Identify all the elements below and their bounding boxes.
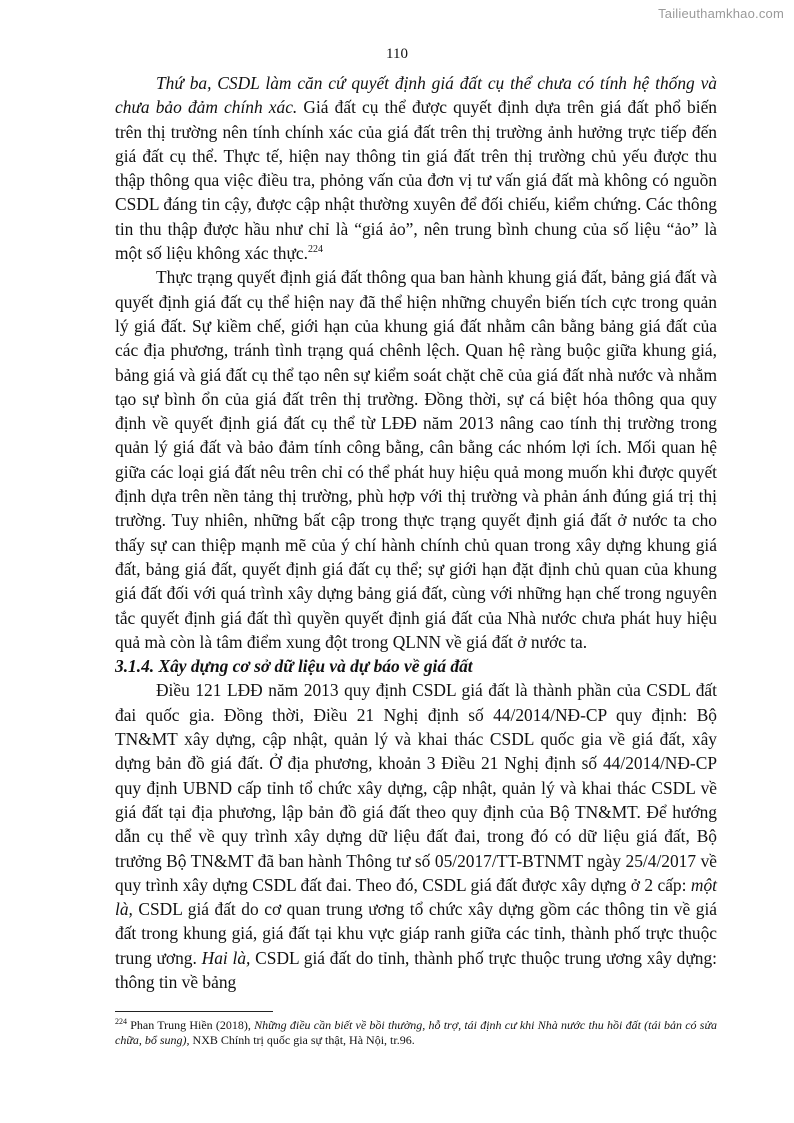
footnote-number: 224 (115, 1017, 127, 1026)
italic-mot-la: một là, (115, 874, 717, 920)
footnote-author: Phan Trung Hiền (2018), (127, 1018, 255, 1032)
paragraph-3 (115, 678, 717, 994)
watermark: Tailieuthamkhao.com (658, 6, 784, 21)
paragraph-3-text-b: CSDL giá đất do cơ quan trung ương tổ chức xây dựng gồm các thông tin về giá đất trong khung giá, giá đất tại khu vực giáp ranh giữa các tỉnh, thành phố trực thuộc trung ương. (115, 899, 717, 968)
paragraph-2: Thực trạng quyết định giá đất thông qua ban hành khung giá đất, bảng giá đất và quyết định giá đất cụ thể hiện nay đã thể hiện những chuyển biến tích cực trong quản lý giá đất. Sự kiềm chế, giới hạn của khung giá đất nhằm cân bằng bảng giá đất của các địa phương, tránh tình trạng quá chênh lệch. Quan hệ ràng buộc giữa khung giá, bảng giá và giá đất cụ thể tạo nên sự kiểm soát chặt chẽ của giá đất nhà nước và nhằm tạo sự bình ổn của giá đất trên thị trường. Đồng thời, sự cá biệt hóa thông qua quy định về quyết định giá đất cụ thể từ LĐĐ năm 2013 nâng cao tính thị trường trong quản lý giá đất và bảo đảm tính công bằng, cân bằng các nhóm lợi ích. Mối quan hệ giữa các loại giá đất nêu trên chỉ có thể phát huy hiệu quả mong muốn khi được quyết định dựa trên nền tảng thị trường, phù hợp với thị trường và phản ánh đúng giá trị thị trường. Tuy nhiên, những bất cập trong thực trạng quyết định giá đất ở nước ta cho thấy sự can thiệp mạnh mẽ của ý chí hành chính chủ quan trong xây dựng khung giá đất, bảng giá đất, quyết định giá đất cụ thể; sự giới hạn đặt định chủ quan của khung giá đất đối với quá trình xây dựng bảng giá đất, cùng với những hạn chế trong nguyên tắc quyết định giá đất thì quyền quyết định giá đất của Nhà nước chưa phát huy hiệu quả mà còn là tâm điểm xung đột trong QLNN về giá đất ở nước ta. (115, 267, 717, 652)
italic-hai-la: Hai là, (201, 947, 251, 968)
footnote-title: Những điều cần biết về bồi thường, hỗ trợ, tái định cư khi Nhà nước thu hồi đất (tái bản có sửa chữa, bổ sung), (115, 1018, 717, 1047)
footnote-ref: 224 (307, 244, 323, 256)
page-number: 110 (386, 46, 408, 62)
paragraph-1 (115, 71, 717, 265)
paragraph-3-text-a: Điều 121 LĐĐ năm 2013 quy định CSDL giá đất là thành phần của CSDL đất đai quốc gia. Đồng thời, Điều 21 Nghị định số 44/2014/NĐ-CP quy định: Bộ TN&MT xây dựng, cập nhật, quản lý và khai thác CSDL quốc gia về giá đất, xây dựng bản đồ giá đất. Ở địa phương, khoản 3 Điều 21 Nghị định số 44/2014/NĐ-CP quy định UBND cấp tỉnh tổ chức xây dựng, cập nhật, quản lý và khai thác CSDL về giá đất tại địa phương, lập bản đồ giá đất theo quy định của Bộ TN&MT. Để hướng dẫn cụ thể về quy trình xây dựng dữ liệu đất đai, trong đó có dữ liệu giá đất, Bộ trưởng Bộ TN&MT đã ban hành Thông tư số 05/2017/TT-BTNMT ngày 25/4/2017 về quy trình xây dựng CSDL đất đai. Theo đó, CSDL giá đất được xây dựng ở 2 cấp: (115, 680, 717, 895)
section-heading: 3.1.4. Xây dựng cơ sở dữ liệu và dự báo về giá đất (115, 656, 473, 677)
paragraph-1-text: Giá đất cụ thể được quyết định dựa trên giá đất phổ biến trên thị trường nên tính chính xác của giá đất trên thị trường ảnh hưởng trực tiếp đến giá đất cụ thể. Thực tế, hiện nay thông tin giá đất trên thị trường chủ yếu được thu thập thông qua việc điều tra, phỏng vấn của đơn vị tư vấn giá đất mà không có nguồn CSDL đáng tin cậy, được cập nhật thường xuyên để đối chiếu, kiểm chứng. Các thông tin thu thập được hầu như chỉ là “giá ảo”, nên trung bình chung của số liệu “ảo” là một số liệu không xác thực. (115, 97, 717, 264)
document-body (115, 71, 717, 994)
footnote-divider (115, 1011, 273, 1012)
footnote (115, 1018, 717, 1048)
footnote-publisher: NXB Chính trị quốc gia sự thật, Hà Nội, tr.96. (189, 1033, 415, 1047)
paragraph-3-text-c: CSDL giá đất do tỉnh, thành phố trực thuộc trung ương xây dựng: thông tin về bảng (115, 947, 717, 992)
italic-lead: Thứ ba, CSDL làm căn cứ quyết định giá đất cụ thể chưa có tính hệ thống và chưa bảo đảm chính xác. (115, 73, 717, 118)
